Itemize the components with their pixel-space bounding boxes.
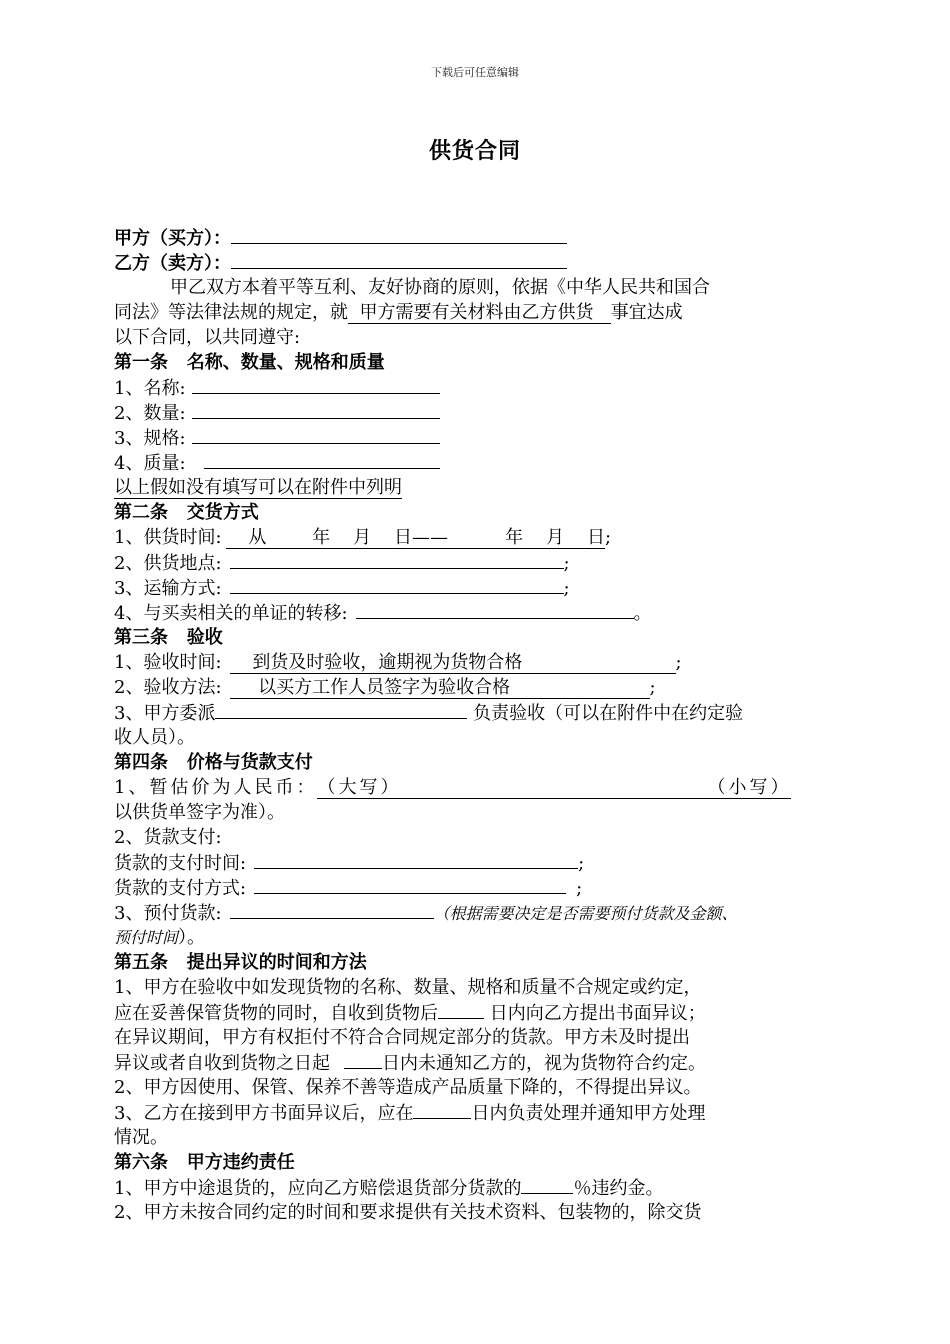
item-text: 3、乙方在接到甲方书面异议后，应在 bbox=[114, 1103, 414, 1124]
item-text: 日内负责处理并通知甲方处理 bbox=[471, 1103, 706, 1124]
party-a-blank[interactable] bbox=[231, 225, 567, 244]
party-b-blank[interactable] bbox=[231, 250, 567, 269]
objection-days-blank[interactable] bbox=[438, 1000, 484, 1019]
intro-line-2 bbox=[114, 300, 844, 325]
item-label: 4、与买卖相关的单证的转移: bbox=[114, 603, 348, 624]
payment-method-blank[interactable] bbox=[254, 875, 566, 894]
item-label: 1、名称: bbox=[114, 378, 186, 399]
item-text: 应在妥善保管货物的同时，自收到货物后 bbox=[114, 1003, 438, 1024]
item-text: 异议或者自收到货物之日起 bbox=[114, 1053, 330, 1074]
item-label: 4、质量: bbox=[114, 453, 186, 474]
handling-days-blank[interactable] bbox=[413, 1100, 471, 1119]
intro-text-1: 甲乙双方本着平等互利、友好协商的原则，依据《中华人民共和国合 bbox=[170, 277, 710, 298]
attachment-note: 以上假如没有填写可以在附件中列明 bbox=[114, 477, 402, 498]
intro-text-2: 同法》等法律法规的规定，就 bbox=[114, 302, 348, 323]
art2-item-time bbox=[114, 525, 844, 550]
item-text: 日内未通知乙方的，视为货物符合约定。 bbox=[382, 1053, 706, 1074]
art1-item-quantity bbox=[114, 400, 844, 425]
art4-prepayment-cont bbox=[114, 925, 844, 950]
article-1-heading: 第一条 名称、数量、规格和质量 bbox=[114, 352, 385, 373]
intro-line-3 bbox=[114, 325, 844, 350]
art5-line-4 bbox=[114, 1050, 844, 1075]
notify-days-blank[interactable] bbox=[344, 1050, 382, 1069]
penalty-percent-blank[interactable] bbox=[521, 1175, 573, 1194]
art4-item-price-cont bbox=[114, 800, 844, 825]
page-title: 供货合同 bbox=[428, 139, 521, 164]
item-label: 3、甲方委派 bbox=[114, 703, 216, 724]
party-b-label: 乙方（卖方）： bbox=[114, 253, 231, 274]
art3-item-time bbox=[114, 650, 844, 675]
intro-line-1 bbox=[114, 275, 844, 300]
item-end: ; bbox=[563, 578, 570, 599]
item-text: ％违约金。 bbox=[573, 1178, 664, 1199]
quality-blank[interactable] bbox=[204, 450, 440, 469]
article-3-heading: 第三条 验收 bbox=[114, 627, 223, 648]
item-end: ; bbox=[563, 553, 570, 574]
item-end: ; bbox=[576, 878, 583, 899]
item-label: 货款的支付方式: bbox=[114, 878, 247, 899]
art4-payment-method bbox=[114, 875, 844, 900]
item-text: 收人员）。 bbox=[114, 727, 195, 748]
item-text: 以供货单签字为准）。 bbox=[114, 802, 285, 823]
art5-line-6 bbox=[114, 1100, 844, 1125]
art6-line-2: 2、甲方未按合同约定的时间和要求提供有关技术资料、包装物的，除交货 bbox=[114, 1202, 702, 1223]
inspector-blank[interactable] bbox=[215, 700, 467, 719]
item-label: 2、货款支付: bbox=[114, 827, 222, 848]
article-6-heading: 第六条 甲方违约责任 bbox=[114, 1152, 295, 1173]
contract-body bbox=[114, 225, 844, 1225]
art5-line-2 bbox=[114, 1000, 844, 1025]
item-end: ; bbox=[649, 677, 656, 698]
art4-item-price bbox=[114, 775, 844, 800]
supply-time-fill[interactable]: 从 年 月 日—— 年 月 日 bbox=[225, 527, 605, 548]
item-text: 日内向乙方提出书面异议； bbox=[484, 1003, 706, 1024]
item-end: ; bbox=[675, 652, 682, 673]
art4-prepayment bbox=[114, 900, 844, 925]
art1-note bbox=[114, 475, 844, 500]
documents-blank[interactable] bbox=[356, 600, 634, 619]
payment-time-blank[interactable] bbox=[254, 850, 578, 869]
party-a-line bbox=[114, 225, 844, 250]
art4-item-payment bbox=[114, 825, 844, 850]
item-label: 3、运输方式: bbox=[114, 578, 222, 599]
art3-item-assign bbox=[114, 700, 844, 725]
art3-item-method bbox=[114, 675, 844, 700]
item-end: ）。 bbox=[178, 927, 206, 948]
art1-item-spec bbox=[114, 425, 844, 450]
inspection-method-fill[interactable]: 以买方工作人员签字为验收合格 bbox=[230, 678, 650, 699]
item-label: 2、供货地点: bbox=[114, 553, 222, 574]
item-label: 3、预付货款: bbox=[114, 903, 222, 924]
item-text: 1、甲方中途退货的，应向乙方赔偿退货部分货款的 bbox=[114, 1178, 522, 1199]
prepayment-blank[interactable] bbox=[230, 900, 434, 919]
prepayment-note: （根据需要决定是否需要预付货款及金额、 bbox=[433, 904, 738, 923]
party-a-label: 甲方（买方）： bbox=[114, 228, 231, 249]
prepayment-note-cont: 预付时间 bbox=[114, 928, 179, 947]
item-end: ; bbox=[604, 527, 612, 548]
item-label: 3、规格: bbox=[114, 428, 186, 449]
item-label: 1、供货时间: bbox=[114, 527, 222, 548]
item-end: 。 bbox=[633, 603, 652, 624]
art5-line-7: 情况。 bbox=[114, 1127, 168, 1148]
article-2-heading: 第二条 交货方式 bbox=[114, 502, 259, 523]
inspection-time-fill[interactable]: 到货及时验收，逾期视为货物合格 bbox=[230, 653, 676, 674]
art5-line-5: 2、甲方因使用、保管、保养不善等造成产品质量下降的，不得提出异议。 bbox=[114, 1077, 702, 1098]
price-lower-label: （小写） bbox=[707, 777, 792, 798]
price-upper-label: （大写） bbox=[317, 777, 402, 798]
party-b-line bbox=[114, 250, 844, 275]
price-fill[interactable] bbox=[317, 778, 791, 799]
item-label: 货款的支付时间: bbox=[114, 853, 247, 874]
item-label: 1、暂估价为人民币： bbox=[114, 777, 318, 798]
supply-place-blank[interactable] bbox=[230, 550, 564, 569]
art2-item-place bbox=[114, 550, 844, 575]
art1-item-name bbox=[114, 375, 844, 400]
art5-line-1: 1、甲方在验收中如发现货物的名称、数量、规格和质量不合规定或约定， bbox=[114, 977, 702, 998]
article-5-heading: 第五条 提出异议的时间和方法 bbox=[114, 952, 367, 973]
name-blank[interactable] bbox=[192, 375, 440, 394]
intro-underlined-matter: 甲方需要有关材料由乙方供货 bbox=[348, 302, 611, 323]
art2-item-documents bbox=[114, 600, 844, 625]
item-label: 2、验收方法: bbox=[114, 677, 222, 698]
spec-blank[interactable] bbox=[192, 425, 440, 444]
item-label: 1、验收时间: bbox=[114, 652, 222, 673]
intro-text-2-end: 事宜达成 bbox=[610, 302, 683, 323]
item-text: 负责验收（可以在附件中在约定验 bbox=[467, 703, 744, 724]
item-label: 2、数量: bbox=[114, 403, 186, 424]
header-note: 下载后可任意编辑 bbox=[431, 66, 519, 79]
art4-payment-time bbox=[114, 850, 844, 875]
art5-line-3: 在异议期间，甲方有权拒付不符合合同规定部分的货款。甲方未及时提出 bbox=[114, 1027, 690, 1048]
art3-item-assign-cont bbox=[114, 725, 844, 750]
quantity-blank[interactable] bbox=[192, 400, 440, 419]
intro-text-3: 以下合同，以共同遵守: bbox=[114, 327, 301, 348]
article-4-heading: 第四条 价格与货款支付 bbox=[114, 752, 313, 773]
transport-blank[interactable] bbox=[230, 575, 564, 594]
art1-item-quality bbox=[114, 450, 844, 475]
art6-line-1 bbox=[114, 1175, 844, 1200]
item-end: ; bbox=[578, 853, 585, 874]
art2-item-transport bbox=[114, 575, 844, 600]
